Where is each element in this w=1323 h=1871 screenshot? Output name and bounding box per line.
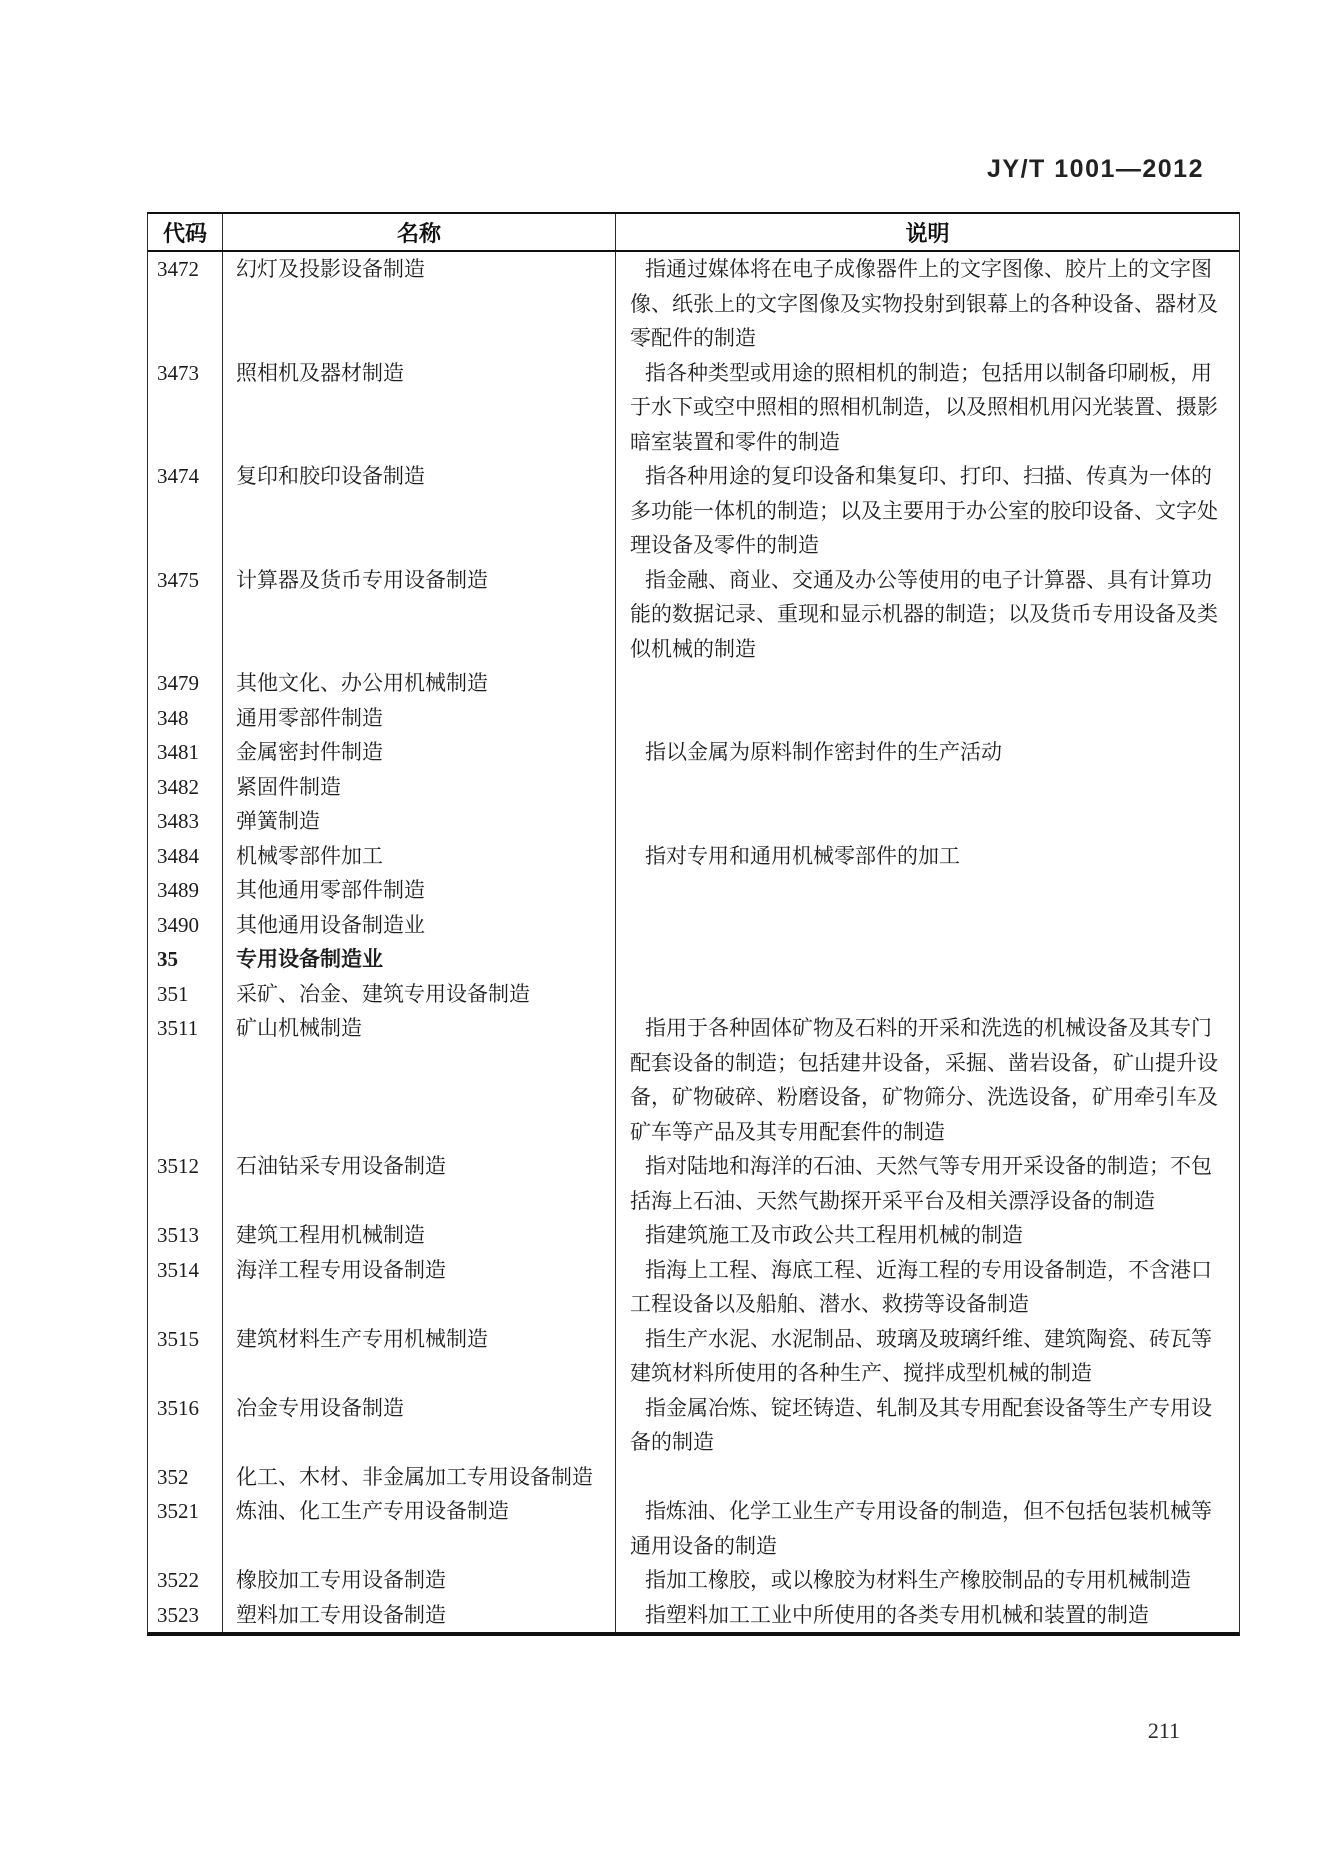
row-name: 金属密封件制造 bbox=[223, 735, 616, 770]
table-row bbox=[148, 839, 1239, 874]
row-code: 3521 bbox=[148, 1494, 223, 1563]
row-name: 其他通用零部件制造 bbox=[223, 873, 616, 908]
table-row bbox=[148, 252, 1239, 356]
row-description bbox=[616, 666, 1239, 701]
row-name: 通用零部件制造 bbox=[223, 701, 616, 736]
row-name: 专用设备制造业 bbox=[223, 942, 616, 977]
row-name: 紧固件制造 bbox=[223, 770, 616, 805]
row-name: 炼油、化工生产专用设备制造 bbox=[223, 1494, 616, 1563]
row-description-text: 指各种类型或用途的照相机的制造；包括用以制备印刷板，用于水下或空中照相的照相机制造，以及照相机用闪光装置、摄影暗室装置和零件的制造 bbox=[630, 360, 1218, 454]
row-description bbox=[616, 804, 1239, 839]
table-row bbox=[148, 701, 1239, 736]
row-code: 3474 bbox=[148, 459, 223, 563]
table-body bbox=[148, 252, 1239, 1632]
table-row bbox=[148, 1253, 1239, 1322]
row-name: 其他通用设备制造业 bbox=[223, 908, 616, 943]
table-row bbox=[148, 1218, 1239, 1253]
table-row bbox=[148, 735, 1239, 770]
row-name: 幻灯及投影设备制造 bbox=[223, 252, 616, 356]
row-description-text: 指金属冶炼、锭坯铸造、轧制及其专用配套设备等生产专用设备的制造 bbox=[630, 1395, 1212, 1454]
table-header-row bbox=[148, 214, 1239, 252]
row-description-text: 指海上工程、海底工程、近海工程的专用设备制造，不含港口工程设备以及船舶、潜水、救捞等设备制造 bbox=[630, 1257, 1212, 1316]
row-name: 橡胶加工专用设备制造 bbox=[223, 1563, 616, 1598]
row-description bbox=[616, 1598, 1239, 1633]
row-name: 冶金专用设备制造 bbox=[223, 1391, 616, 1460]
row-description bbox=[616, 942, 1239, 977]
row-code: 3516 bbox=[148, 1391, 223, 1460]
row-name: 机械零部件加工 bbox=[223, 839, 616, 874]
table-row bbox=[148, 666, 1239, 701]
row-name: 复印和胶印设备制造 bbox=[223, 459, 616, 563]
row-description bbox=[616, 735, 1239, 770]
row-description-text: 指炼油、化学工业生产专用设备的制造，但不包括包装机械等通用设备的制造 bbox=[630, 1499, 1212, 1558]
row-description bbox=[616, 977, 1239, 1012]
row-code: 35 bbox=[148, 942, 223, 977]
table-row bbox=[148, 1460, 1239, 1495]
classification-table bbox=[147, 212, 1240, 1636]
row-name: 化工、木材、非金属加工专用设备制造 bbox=[223, 1460, 616, 1495]
row-code: 3511 bbox=[148, 1011, 223, 1149]
table-row bbox=[148, 908, 1239, 943]
row-description bbox=[616, 908, 1239, 943]
table-row bbox=[148, 770, 1239, 805]
row-name: 其他文化、办公用机械制造 bbox=[223, 666, 616, 701]
row-description bbox=[616, 1391, 1239, 1460]
table-row bbox=[148, 977, 1239, 1012]
table-row bbox=[148, 459, 1239, 563]
row-description bbox=[616, 1218, 1239, 1253]
row-name: 塑料加工专用设备制造 bbox=[223, 1598, 616, 1633]
row-description bbox=[616, 1011, 1239, 1149]
table-row bbox=[148, 942, 1239, 977]
row-description-text: 指用于各种固体矿物及石料的开采和洗选的机械设备及其专门配套设备的制造；包括建井设备，采掘、凿岩设备，矿山提升设备，矿物破碎、粉磨设备，矿物筛分、洗选设备，矿用牵引车及矿车等产品及其专用配套件的制造 bbox=[630, 1016, 1218, 1144]
row-code: 3490 bbox=[148, 908, 223, 943]
table-row bbox=[148, 873, 1239, 908]
page-number: 211 bbox=[1147, 1718, 1180, 1743]
row-code: 3472 bbox=[148, 252, 223, 356]
row-code: 348 bbox=[148, 701, 223, 736]
row-code: 351 bbox=[148, 977, 223, 1012]
row-description-text: 指生产水泥、水泥制品、玻璃及玻璃纤维、建筑陶瓷、砖瓦等建筑材料所使用的各种生产、搅拌成型机械的制造 bbox=[630, 1326, 1212, 1385]
column-header-code: 代码 bbox=[148, 214, 223, 250]
column-header-name: 名称 bbox=[223, 214, 616, 250]
row-name: 矿山机械制造 bbox=[223, 1011, 616, 1149]
row-description bbox=[616, 770, 1239, 805]
row-description bbox=[616, 459, 1239, 563]
row-description-text: 指加工橡胶，或以橡胶为材料生产橡胶制品的专用机械制造 bbox=[645, 1568, 1191, 1592]
table-row bbox=[148, 1011, 1239, 1149]
row-code: 3473 bbox=[148, 356, 223, 460]
table-row bbox=[148, 1322, 1239, 1391]
row-code: 3514 bbox=[148, 1253, 223, 1322]
row-description bbox=[616, 1253, 1239, 1322]
row-name: 石油钻采专用设备制造 bbox=[223, 1149, 616, 1218]
row-name: 建筑工程用机械制造 bbox=[223, 1218, 616, 1253]
row-name: 照相机及器材制造 bbox=[223, 356, 616, 460]
row-name: 计算器及货币专用设备制造 bbox=[223, 563, 616, 667]
column-header-description: 说明 bbox=[905, 220, 950, 246]
row-code: 3489 bbox=[148, 873, 223, 908]
row-code: 3522 bbox=[148, 1563, 223, 1598]
row-description bbox=[616, 563, 1239, 667]
row-description bbox=[616, 1494, 1239, 1563]
row-code: 3482 bbox=[148, 770, 223, 805]
table-row bbox=[148, 356, 1239, 460]
row-description bbox=[616, 1563, 1239, 1598]
row-code: 3512 bbox=[148, 1149, 223, 1218]
row-code: 3475 bbox=[148, 563, 223, 667]
row-description bbox=[616, 839, 1239, 874]
row-description-text: 指各种用途的复印设备和集复印、打印、扫描、传真为一体的多功能一体机的制造；以及主要用于办公室的胶印设备、文字处理设备及零件的制造 bbox=[630, 464, 1218, 557]
row-name: 采矿、冶金、建筑专用设备制造 bbox=[223, 977, 616, 1012]
row-code: 3523 bbox=[148, 1598, 223, 1633]
row-description-text: 指对专用和通用机械零部件的加工 bbox=[645, 843, 960, 868]
row-description bbox=[616, 701, 1239, 736]
standard-number-header: JY/T 1001—2012 bbox=[987, 155, 1204, 183]
row-description-text: 指塑料加工工业中所使用的各类专用机械和装置的制造 bbox=[645, 1602, 1149, 1627]
row-description-text: 指金融、商业、交通及办公等使用的电子计算器、具有计算功能的数据记录、重现和显示机器的制造；以及货币专用设备及类似机械的制造 bbox=[630, 567, 1218, 661]
table-row bbox=[148, 804, 1239, 839]
row-name: 建筑材料生产专用机械制造 bbox=[223, 1322, 616, 1391]
row-description bbox=[616, 1149, 1239, 1218]
row-code: 3513 bbox=[148, 1218, 223, 1253]
table-row bbox=[148, 1391, 1239, 1460]
row-description-text: 指对陆地和海洋的石油、天然气等专用开采设备的制造；不包括海上石油、天然气勘探开采平台及相关漂浮设备的制造 bbox=[630, 1154, 1212, 1213]
row-name: 海洋工程专用设备制造 bbox=[223, 1253, 616, 1322]
row-description-text: 指建筑施工及市政公共工程用机械的制造 bbox=[645, 1223, 1023, 1247]
row-description-text: 指以金属为原料制作密封件的生产活动 bbox=[645, 740, 1002, 764]
row-code: 3479 bbox=[148, 666, 223, 701]
table-row bbox=[148, 1598, 1239, 1633]
table-row bbox=[148, 1494, 1239, 1563]
row-code: 3515 bbox=[148, 1322, 223, 1391]
row-code: 3483 bbox=[148, 804, 223, 839]
row-description bbox=[616, 252, 1239, 356]
table-row bbox=[148, 1149, 1239, 1218]
row-description-text: 指通过媒体将在电子成像器件上的文字图像、胶片上的文字图像、纸张上的文字图像及实物投射到银幕上的各种设备、器材及零配件的制造 bbox=[630, 257, 1218, 350]
row-description bbox=[616, 356, 1239, 460]
row-description bbox=[616, 873, 1239, 908]
row-code: 3481 bbox=[148, 735, 223, 770]
row-description bbox=[616, 1460, 1239, 1495]
row-code: 352 bbox=[148, 1460, 223, 1495]
row-name: 弹簧制造 bbox=[223, 804, 616, 839]
table-row bbox=[148, 563, 1239, 667]
row-description bbox=[616, 1322, 1239, 1391]
row-code: 3484 bbox=[148, 839, 223, 874]
table-row bbox=[148, 1563, 1239, 1598]
